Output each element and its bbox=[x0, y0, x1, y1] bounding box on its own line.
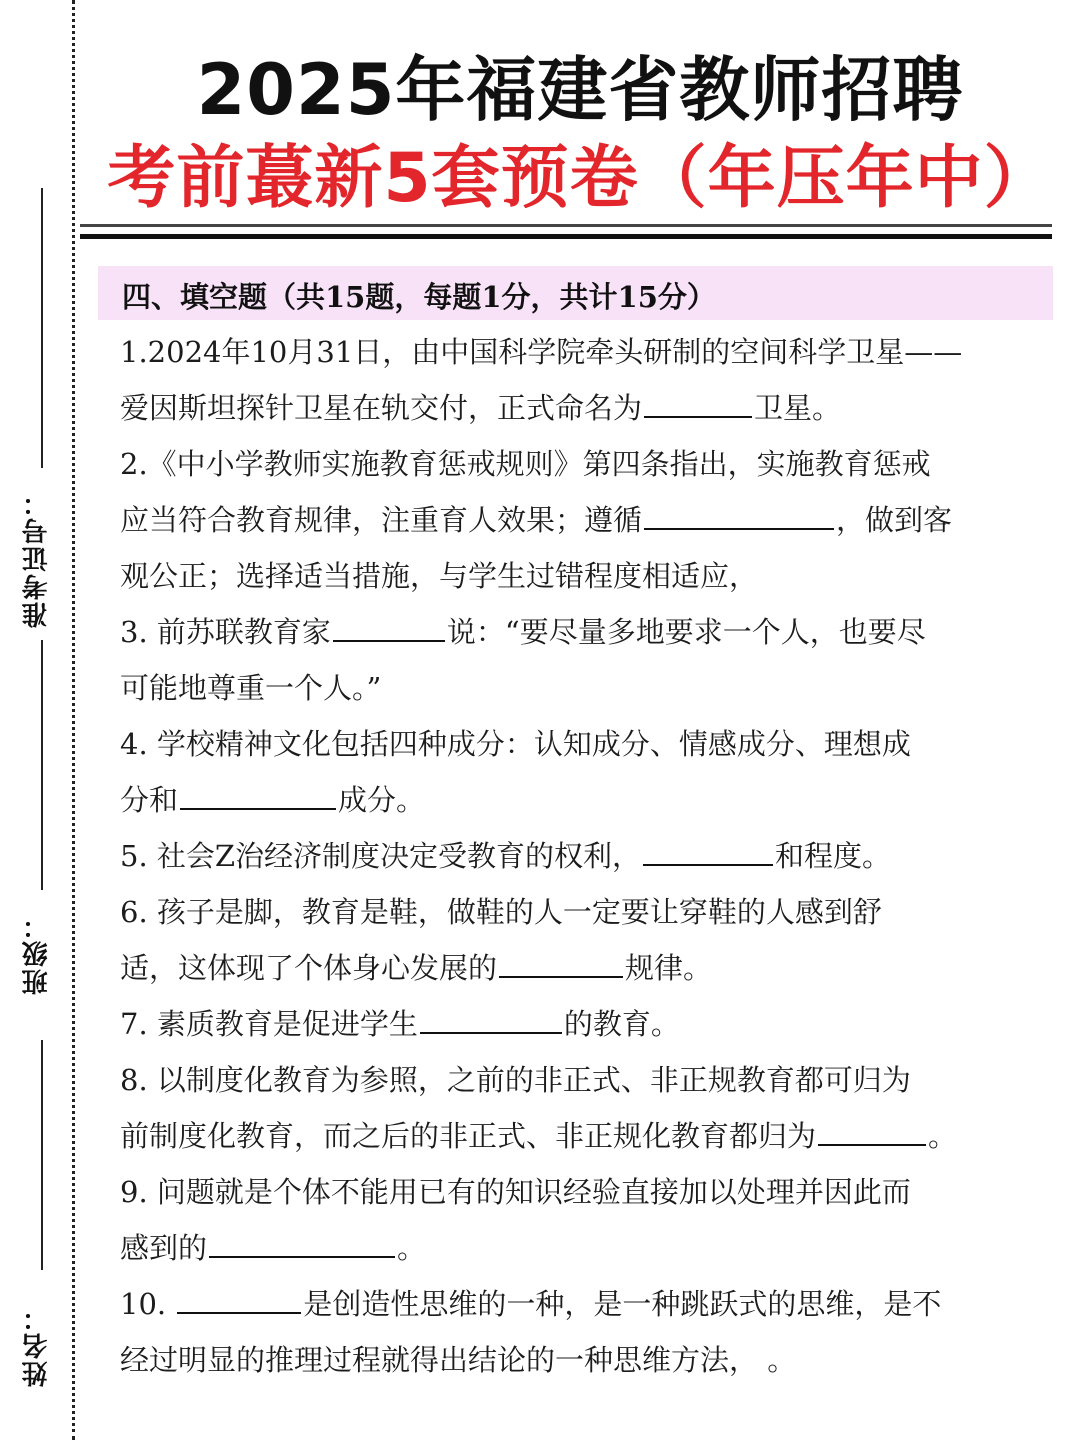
question-text: 说：“要尽量多地要求一个人，也要尽 bbox=[446, 615, 926, 649]
question-text: 观公正；选择适当措施，与学生过错程度相适应， bbox=[120, 559, 759, 593]
question-text: 应当符合教育规律，注重育人效果；遵循 bbox=[120, 503, 643, 537]
section-title: 四、填空题（共15题，每题1分，共计15分） bbox=[122, 280, 716, 314]
question-text: 2.《中小学教师实施教育惩戒规则》第四条指出，实施教育惩戒 bbox=[120, 447, 931, 481]
class-write-line[interactable] bbox=[41, 1040, 43, 1270]
answer-blank-8[interactable] bbox=[818, 1117, 926, 1146]
question-text: 适，这体现了个体身心发展的 bbox=[120, 951, 498, 985]
section-header bbox=[98, 266, 1053, 320]
question-text: 分和 bbox=[120, 783, 179, 817]
question-3-line-1 bbox=[120, 612, 926, 652]
question-9-line-1 bbox=[120, 1172, 911, 1212]
question-2-line-3 bbox=[120, 556, 758, 596]
question-text: ，做到客 bbox=[836, 503, 953, 537]
answer-blank-7[interactable] bbox=[420, 1005, 562, 1034]
question-4-line-1 bbox=[120, 724, 911, 764]
question-text: 。 bbox=[928, 1119, 958, 1153]
answer-blank-1[interactable] bbox=[644, 389, 752, 418]
question-8-line-2 bbox=[120, 1116, 957, 1156]
answer-blank-5[interactable] bbox=[643, 837, 773, 866]
exam-id-write-line-lower[interactable] bbox=[41, 640, 43, 890]
question-10-line-1 bbox=[120, 1284, 941, 1324]
answer-blank-2[interactable] bbox=[644, 501, 834, 530]
question-9-line-2 bbox=[120, 1228, 426, 1268]
page-title: 2025年福建省教师招聘 bbox=[196, 49, 964, 131]
exam-id-label: 准考证号： bbox=[22, 488, 52, 628]
question-10-line-2 bbox=[120, 1340, 796, 1380]
name-label: 姓名： bbox=[22, 1303, 52, 1387]
question-text: 规律。 bbox=[625, 951, 713, 985]
question-4-line-2 bbox=[120, 780, 425, 820]
question-text: 成分。 bbox=[338, 783, 426, 817]
question-text: 10. bbox=[120, 1287, 176, 1321]
question-5-line-1 bbox=[120, 836, 891, 876]
class-label: 班级： bbox=[22, 911, 52, 995]
binding-dotted-line bbox=[72, 0, 75, 1440]
question-text: 和程度。 bbox=[775, 839, 892, 873]
question-1-line-2 bbox=[120, 388, 841, 428]
question-1-line-1 bbox=[120, 332, 962, 372]
question-text: 3. 前苏联教育家 bbox=[120, 615, 331, 649]
question-2-line-2 bbox=[120, 500, 952, 540]
exam-id-write-line[interactable] bbox=[41, 188, 43, 468]
question-text: 8. 以制度化教育为参照，之前的非正式、非正规教育都可归为 bbox=[120, 1063, 911, 1097]
question-text: 1.2024年10月31日，由中国科学院牵头研制的空间科学卫星—— bbox=[120, 335, 963, 369]
question-text: 5. 社会Z治经济制度决定受教育的权利， bbox=[120, 839, 642, 873]
answer-blank-3[interactable] bbox=[333, 613, 445, 642]
question-text: 卫星。 bbox=[754, 391, 842, 425]
question-text: 6. 孩子是脚，教育是鞋，做鞋的人一定要让穿鞋的人感到舒 bbox=[120, 895, 882, 929]
question-text: 的教育。 bbox=[563, 1007, 680, 1041]
question-6-line-2 bbox=[120, 948, 712, 988]
answer-blank-9[interactable] bbox=[209, 1229, 395, 1258]
header-divider-thick bbox=[80, 234, 1052, 239]
question-2-line-1 bbox=[120, 444, 931, 484]
question-7-line-1 bbox=[120, 1004, 680, 1044]
question-text: 7. 素质教育是促进学生 bbox=[120, 1007, 418, 1041]
question-text: 前制度化教育，而之后的非正式、非正规化教育都归为 bbox=[120, 1119, 817, 1153]
question-text: 。 bbox=[397, 1231, 427, 1265]
question-text: 4. 学校精神文化包括四种成分：认知成分、情感成分、理想成 bbox=[120, 727, 911, 761]
page-subtitle: 考前蕞新5套预卷（年压年中） bbox=[107, 139, 1053, 218]
question-text: 感到的 bbox=[120, 1231, 208, 1265]
question-6-line-1 bbox=[120, 892, 882, 932]
question-text: 经过明显的推理过程就得出结论的一种思维方法， 。 bbox=[120, 1343, 797, 1377]
question-text: 是创造性思维的一种，是一种跳跃式的思维，是不 bbox=[303, 1287, 942, 1321]
answer-blank-6[interactable] bbox=[499, 949, 623, 978]
question-text: 可能地尊重一个人。” bbox=[120, 671, 382, 705]
answer-blank-4[interactable] bbox=[180, 781, 336, 810]
answer-blank-10[interactable] bbox=[177, 1285, 301, 1314]
question-text: 9. 问题就是个体不能用已有的知识经验直接加以处理并因此而 bbox=[120, 1175, 911, 1209]
question-3-line-2 bbox=[120, 668, 381, 708]
question-text: 爱因斯坦探针卫星在轨交付，正式命名为 bbox=[120, 391, 643, 425]
question-8-line-1 bbox=[120, 1060, 911, 1100]
header-divider-thin bbox=[80, 224, 1052, 227]
